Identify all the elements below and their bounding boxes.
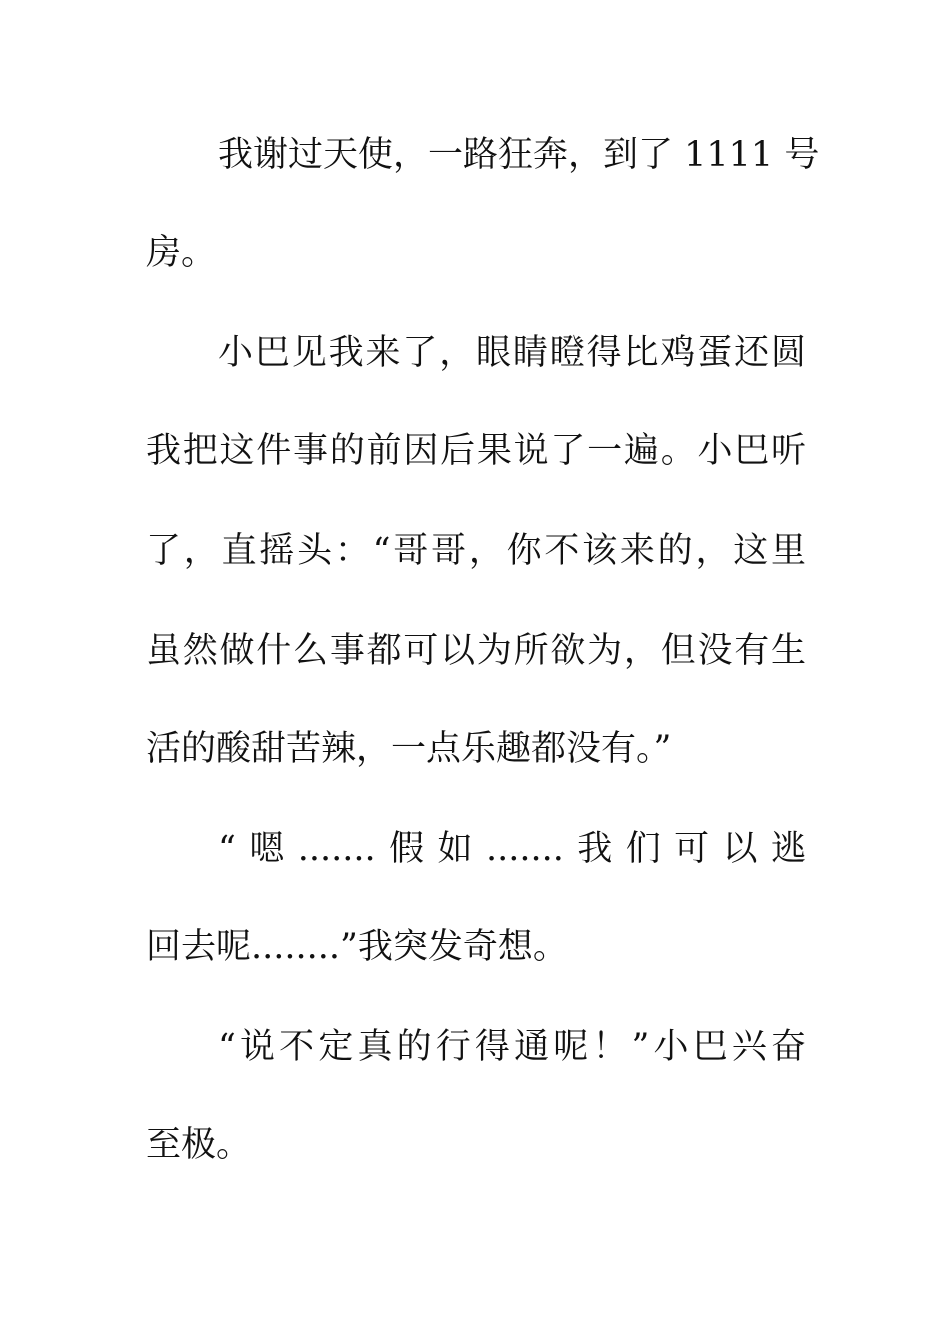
text-line: “说不定真的行得通呢！”小巴兴奋 [218,1027,806,1067]
text-line: 小巴见我来了，眼睛瞪得比鸡蛋还圆 [218,333,806,373]
text-line: 我把这件事的前因后果说了一遍。小巴听 [146,431,806,471]
text-line: 虽然做什么事都可以为所欲为，但没有生 [146,631,806,671]
text-line: 至极。 [146,1125,252,1165]
text-line: 我谢过天使，一路狂奔，到了 1111 号 [218,135,820,175]
text-line: 回去呢........”我突发奇想。 [146,927,568,967]
text-line: 了，直摇头：“哥哥，你不该来的，这里 [146,531,806,571]
text-line: “嗯.......假如.......我们可以逃 [218,829,806,869]
text-line: 活的酸甜苦辣，一点乐趣都没有。” [146,729,672,769]
text-line: 房。 [146,233,217,273]
